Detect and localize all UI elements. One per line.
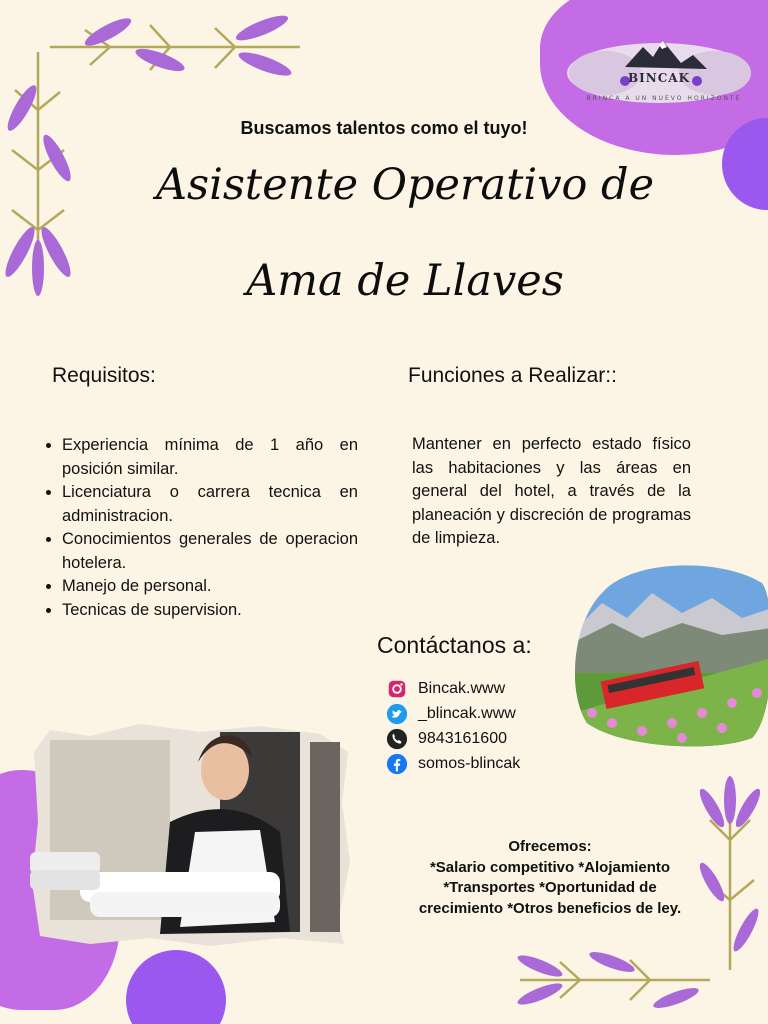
violet-circle-bottom-left (126, 950, 226, 1024)
offer-block (380, 837, 720, 919)
list-item: • Conocimientos generales de operacion hotelera. (62, 528, 358, 575)
list-item: • Tecnicas de supervision. (62, 599, 358, 623)
bincak-logo (565, 33, 753, 119)
facebook-icon (386, 753, 408, 775)
phone-number: 9843161600 (418, 729, 507, 747)
contact-list (386, 676, 520, 776)
list-item: • Licenciatura o carrera tecnica en administracion. (62, 481, 358, 528)
contact-twitter[interactable] (386, 701, 520, 726)
phone-icon (386, 728, 408, 750)
functions-heading: Funciones a Realizar:: (408, 364, 617, 387)
requirements-list (40, 434, 358, 622)
title-line-2: Ama de Llaves (246, 256, 564, 306)
facebook-page: somos-blincak (418, 754, 521, 772)
offer-line: *Transportes *Oportunidad de (443, 879, 657, 896)
list-item: • Experiencia mínima de 1 año en posición similar. (62, 434, 358, 481)
housekeeper-photo (30, 722, 350, 947)
requirements-heading: Requisitos: (52, 364, 156, 387)
offer-heading: Ofrecemos: (508, 838, 592, 855)
tagline: Buscamos talentos como el tuyo! (240, 118, 528, 138)
twitter-handle: _blincak.www (418, 704, 516, 722)
logo-tagline: BRINCA A UN NUEVO HORIZONTE (586, 95, 742, 102)
contact-facebook[interactable] (386, 751, 520, 776)
logo-name: BINCAK (627, 71, 690, 85)
twitter-icon (386, 703, 408, 725)
functions-text: Mantener en perfecto estado físico las habitaciones y las áreas en general del hotel, a través de la planeación y discreción de programas de limpieza. (412, 435, 691, 547)
contact-phone[interactable] (386, 726, 520, 751)
mountain-train-photo (572, 563, 768, 748)
contact-heading: Contáctanos a: (377, 632, 532, 658)
instagram-icon (386, 678, 408, 700)
list-item: • Manejo de personal. (62, 575, 358, 599)
offer-line: *Salario competitivo *Alojamiento (429, 858, 671, 876)
title-line-1: Asistente Operativo de (155, 160, 655, 210)
offer-line: crecimiento *Otros beneficios de ley. (418, 899, 682, 917)
contact-instagram[interactable] (386, 676, 520, 701)
instagram-handle: Bincak.www (418, 679, 506, 697)
